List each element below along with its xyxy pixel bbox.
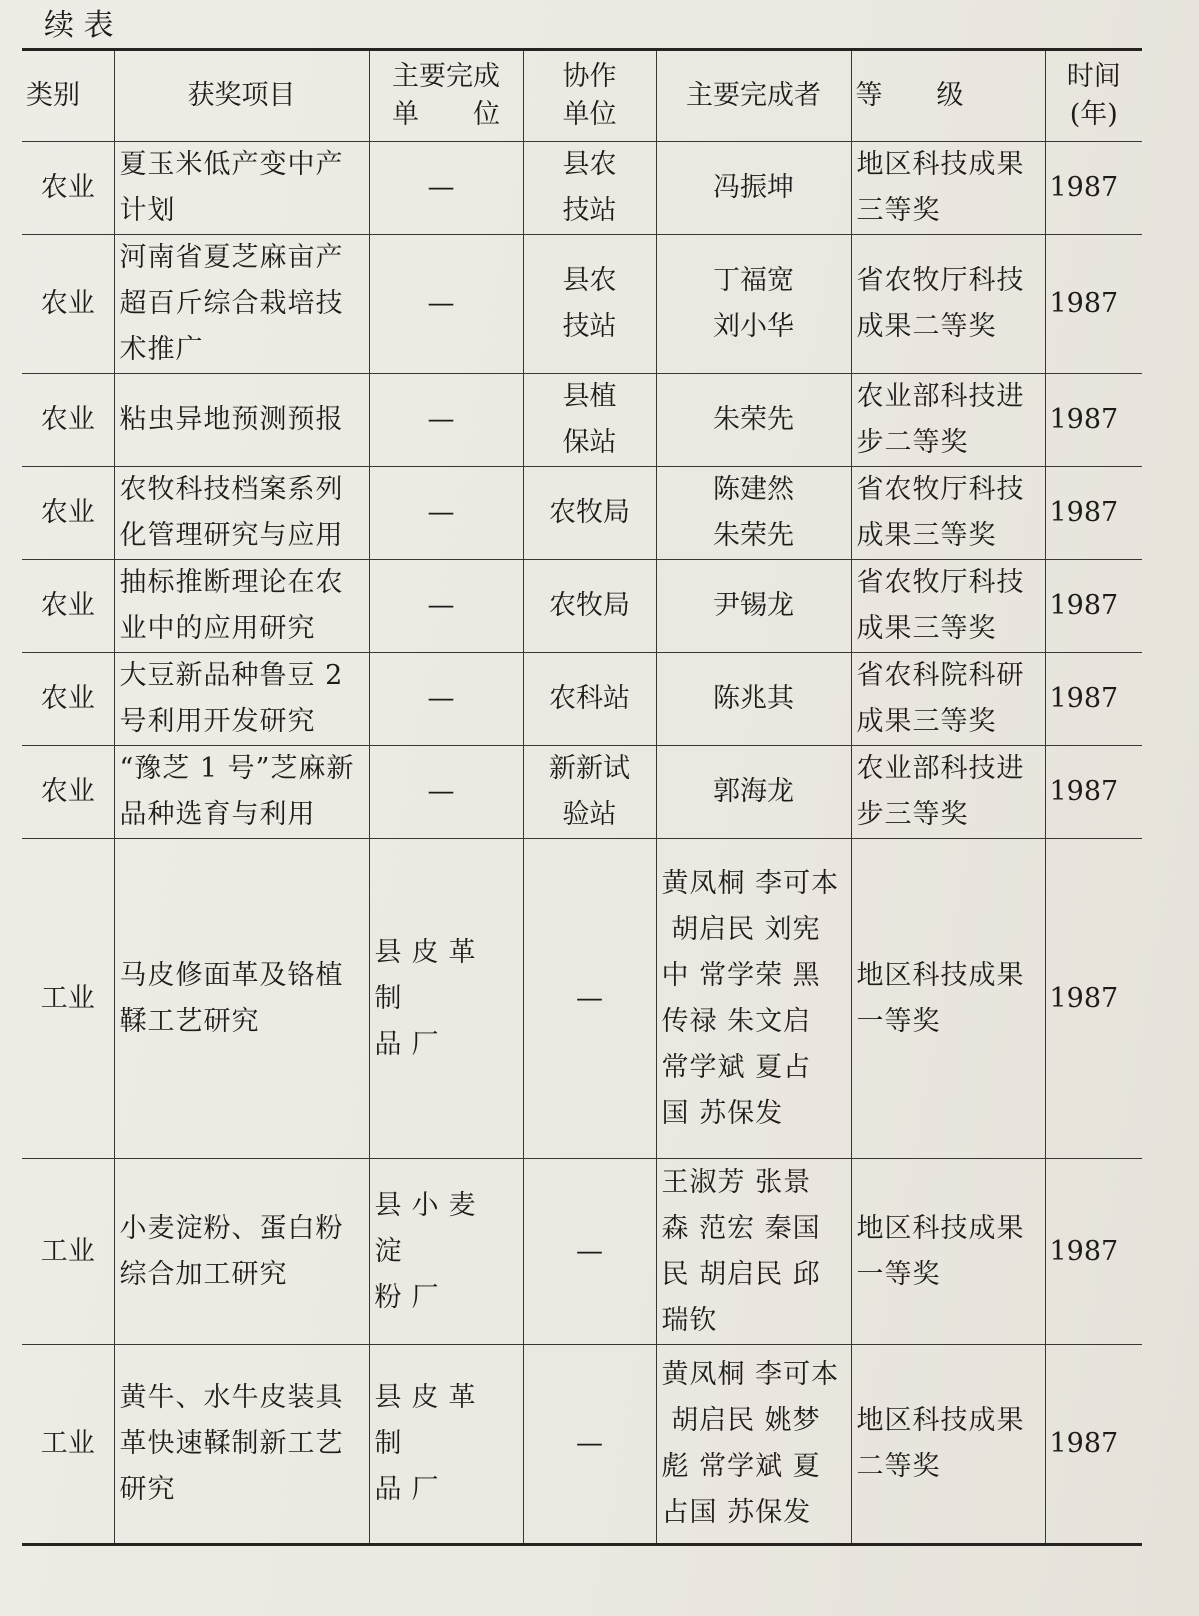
year-cell: 1987	[1045, 467, 1142, 560]
main-unit-cell	[369, 1345, 523, 1545]
level-cell-line: 农业部科技进	[856, 381, 1025, 412]
main-person-cell	[656, 653, 851, 746]
year-cell: 1987	[1045, 1345, 1142, 1545]
main-person-cell-line: 刘小华	[713, 311, 794, 342]
co-unit-cell-line: —	[576, 1428, 603, 1459]
main-person-cell-line: 朱荣先	[713, 404, 794, 435]
main-unit-cell	[369, 746, 523, 839]
main-person-cell	[656, 1345, 851, 1545]
main-person-cell	[656, 374, 851, 467]
table-row	[22, 1159, 1142, 1345]
main-unit-cell-line: —	[427, 683, 465, 714]
level-cell-line: 三等奖	[856, 195, 941, 226]
table-row	[22, 653, 1142, 746]
table-row	[22, 374, 1142, 467]
main-person-cell-line: 彪 常学斌 夏	[661, 1451, 821, 1482]
category-cell: 工业	[22, 839, 114, 1159]
main-unit-cell-line: 县小麦淀	[374, 1189, 486, 1267]
main-person-cell-line: 郭海龙	[713, 776, 794, 807]
main-person-cell-line: 朱荣先	[713, 520, 794, 551]
main-unit-cell-line: —	[427, 776, 465, 807]
level-cell	[851, 839, 1045, 1159]
level-cell-line: 一等奖	[856, 1258, 941, 1290]
header-row	[22, 50, 1142, 142]
level-cell-line: 成果三等奖	[856, 706, 997, 737]
level-cell	[851, 467, 1045, 560]
co-unit-cell-line: —	[576, 1235, 603, 1267]
main-person-cell-line: 陈建然	[713, 474, 794, 505]
main-person-cell-line: 丁福宽	[713, 265, 794, 296]
main-unit-cell-line: 品厂	[374, 1474, 449, 1505]
main-person-cell-line: 黄凤桐 李可本	[661, 867, 840, 899]
level-cell-line: 农业部科技进	[856, 753, 1025, 784]
header-co-unit-line-2: 单位	[562, 99, 617, 130]
project-cell	[114, 1159, 369, 1345]
main-unit-cell	[369, 1159, 523, 1345]
co-unit-cell-line: 县植	[562, 381, 617, 412]
year-cell: 1987	[1045, 746, 1142, 839]
level-cell	[851, 235, 1045, 374]
co-unit-cell-line: 县农	[562, 265, 617, 296]
project-cell	[114, 560, 369, 653]
main-person-cell-line: 冯振坤	[713, 172, 794, 203]
table-row	[22, 560, 1142, 653]
level-cell	[851, 746, 1045, 839]
project-cell-line: 品种选育与利用	[119, 799, 316, 830]
level-cell-line: 地区科技成果	[856, 1405, 1025, 1436]
header-co-unit-line-1: 协作	[562, 61, 617, 92]
co-unit-cell	[523, 746, 656, 839]
table-row	[22, 746, 1142, 839]
main-person-cell-line: 中 常学荣 黑	[661, 959, 821, 991]
project-cell-line: 抽标推断理论在农	[119, 567, 344, 598]
co-unit-cell-line: 验站	[562, 799, 617, 830]
project-cell	[114, 235, 369, 374]
header-co-unit	[523, 50, 656, 142]
category-cell: 农业	[22, 467, 114, 560]
co-unit-cell-line: 农科站	[549, 683, 630, 714]
level-cell	[851, 653, 1045, 746]
project-cell-line: “豫芝 1 号”芝麻新	[119, 753, 355, 784]
main-unit-cell-line: 县皮革制	[374, 1382, 486, 1459]
main-unit-cell-line: —	[427, 288, 465, 319]
main-person-cell-line: 胡启民 刘宪	[661, 913, 821, 945]
main-unit-cell	[369, 235, 523, 374]
category-cell: 工业	[22, 1159, 114, 1345]
project-cell-line: 术推广	[119, 334, 204, 365]
main-unit-cell	[369, 374, 523, 467]
main-person-cell	[656, 746, 851, 839]
project-cell-line: 小麦淀粉、蛋白粉	[119, 1212, 344, 1244]
co-unit-cell-line: 县农	[562, 149, 617, 180]
project-cell-line: 超百斤综合栽培技	[119, 288, 344, 319]
header-year-line-1: 时间	[1066, 61, 1121, 92]
main-person-cell-line: 王淑芳 张景	[661, 1166, 812, 1198]
project-cell-line: 计划	[119, 195, 176, 226]
main-person-cell-line: 胡启民 姚梦	[661, 1405, 821, 1436]
project-cell-line: 夏玉米低产变中产	[119, 149, 344, 180]
co-unit-cell-line: 技站	[562, 311, 617, 342]
category-cell: 农业	[22, 374, 114, 467]
level-cell-line: 成果三等奖	[856, 613, 997, 644]
main-unit-cell-line: 县皮革制	[374, 936, 486, 1014]
co-unit-cell	[523, 467, 656, 560]
main-unit-cell	[369, 560, 523, 653]
main-person-cell	[656, 142, 851, 235]
project-cell-line: 革快速鞣制新工艺	[119, 1428, 344, 1459]
level-cell-line: 地区科技成果	[856, 959, 1025, 991]
main-person-cell-line: 常学斌 夏占	[661, 1051, 812, 1083]
main-unit-cell-line: —	[427, 497, 465, 528]
header-category: 类别	[22, 50, 114, 142]
main-person-cell	[656, 560, 851, 653]
table-row	[22, 1345, 1142, 1545]
header-year	[1045, 50, 1142, 142]
project-cell-line: 化管理研究与应用	[119, 520, 344, 551]
table-row	[22, 467, 1142, 560]
main-unit-cell	[369, 142, 523, 235]
level-cell	[851, 142, 1045, 235]
level-cell-line: 成果三等奖	[856, 520, 997, 551]
co-unit-cell	[523, 374, 656, 467]
header-project: 获奖项目	[114, 50, 369, 142]
level-cell	[851, 1345, 1045, 1545]
project-cell	[114, 839, 369, 1159]
table-caption: 续 表	[44, 8, 114, 43]
main-person-cell	[656, 467, 851, 560]
co-unit-cell	[523, 560, 656, 653]
year-cell: 1987	[1045, 560, 1142, 653]
project-cell-line: 大豆新品种鲁豆 2	[119, 660, 344, 691]
co-unit-cell-line: —	[576, 982, 603, 1014]
co-unit-cell	[523, 142, 656, 235]
project-cell-line: 业中的应用研究	[119, 613, 316, 644]
project-cell-line: 农牧科技档案系列	[119, 474, 344, 505]
main-person-cell-line: 民 胡启民 邱	[661, 1258, 821, 1290]
main-person-cell	[656, 1159, 851, 1345]
table-body	[22, 142, 1142, 1545]
level-cell-line: 省农牧厅科技	[856, 474, 1025, 505]
project-cell-line: 号利用开发研究	[119, 706, 316, 737]
co-unit-cell-line: 新新试	[549, 753, 630, 784]
project-cell-line: 马皮修面革及铬植	[119, 959, 344, 991]
project-cell-line: 鞣工艺研究	[119, 1005, 260, 1037]
header-main-unit	[369, 50, 523, 142]
co-unit-cell	[523, 839, 656, 1159]
main-unit-cell-line: 粉厂	[374, 1281, 449, 1313]
main-person-cell	[656, 235, 851, 374]
header-main-unit-line-2: 单 位	[392, 99, 500, 130]
category-cell: 农业	[22, 746, 114, 839]
project-cell-line: 黄牛、水牛皮装具	[119, 1382, 344, 1413]
level-cell-line: 地区科技成果	[856, 1212, 1025, 1244]
level-cell-line: 省农牧厅科技	[856, 265, 1025, 296]
level-cell-line: 地区科技成果	[856, 149, 1025, 180]
main-unit-cell	[369, 467, 523, 560]
main-unit-cell	[369, 839, 523, 1159]
category-cell: 工业	[22, 1345, 114, 1545]
project-cell	[114, 467, 369, 560]
main-unit-cell-line: —	[427, 590, 465, 621]
main-person-cell-line: 占国 苏保发	[661, 1497, 812, 1528]
main-person-cell-line: 瑞钦	[661, 1304, 718, 1336]
main-person-cell	[656, 839, 851, 1159]
main-unit-cell-line: —	[427, 172, 465, 203]
co-unit-cell	[523, 1345, 656, 1545]
category-cell: 农业	[22, 560, 114, 653]
year-cell: 1987	[1045, 653, 1142, 746]
level-cell-line: 成果二等奖	[856, 311, 997, 342]
co-unit-cell-line: 农牧局	[549, 497, 630, 528]
project-cell-line: 粘虫异地预测预报	[119, 404, 344, 435]
main-unit-cell-line: 品厂	[374, 1028, 449, 1060]
header-level: 等 级	[851, 50, 1045, 142]
main-unit-cell-line: —	[427, 404, 465, 435]
year-cell: 1987	[1045, 1159, 1142, 1345]
project-cell-line: 河南省夏芝麻亩产	[119, 242, 344, 273]
year-cell: 1987	[1045, 839, 1142, 1159]
co-unit-cell	[523, 653, 656, 746]
project-cell	[114, 374, 369, 467]
project-cell	[114, 746, 369, 839]
level-cell-line: 一等奖	[856, 1005, 941, 1037]
project-cell	[114, 142, 369, 235]
level-cell	[851, 1159, 1045, 1345]
header-main-person: 主要完成者	[656, 50, 851, 142]
year-cell: 1987	[1045, 142, 1142, 235]
co-unit-cell-line: 保站	[562, 427, 617, 458]
project-cell	[114, 653, 369, 746]
project-cell	[114, 1345, 369, 1545]
co-unit-cell	[523, 1159, 656, 1345]
main-person-cell-line: 陈兆其	[713, 683, 794, 714]
level-cell-line: 二等奖	[856, 1451, 941, 1482]
main-person-cell-line: 黄凤桐 李可本	[661, 1359, 840, 1390]
main-person-cell-line: 森 范宏 秦国	[661, 1212, 821, 1244]
category-cell: 农业	[22, 235, 114, 374]
main-person-cell-line: 传禄 朱文启	[661, 1005, 812, 1037]
project-cell-line: 研究	[119, 1474, 176, 1505]
co-unit-cell-line: 农牧局	[549, 590, 630, 621]
level-cell-line: 步二等奖	[856, 427, 969, 458]
main-person-cell-line: 尹锡龙	[713, 590, 794, 621]
project-cell-line: 综合加工研究	[119, 1258, 288, 1290]
main-person-cell-line: 国 苏保发	[661, 1097, 784, 1129]
table-row	[22, 839, 1142, 1159]
table-row	[22, 142, 1142, 235]
table-row	[22, 235, 1142, 374]
co-unit-cell	[523, 235, 656, 374]
header-year-line-2: (年)	[1069, 99, 1118, 130]
co-unit-cell-line: 技站	[562, 195, 617, 226]
level-cell-line: 省农科院科研	[856, 660, 1025, 691]
category-cell: 农业	[22, 653, 114, 746]
awards-table	[22, 48, 1142, 1546]
header-main-unit-line-1: 主要完成	[392, 61, 500, 92]
level-cell-line: 步三等奖	[856, 799, 969, 830]
year-cell: 1987	[1045, 374, 1142, 467]
main-unit-cell	[369, 653, 523, 746]
level-cell	[851, 560, 1045, 653]
year-cell: 1987	[1045, 235, 1142, 374]
level-cell	[851, 374, 1045, 467]
category-cell: 农业	[22, 142, 114, 235]
level-cell-line: 省农牧厅科技	[856, 567, 1025, 598]
